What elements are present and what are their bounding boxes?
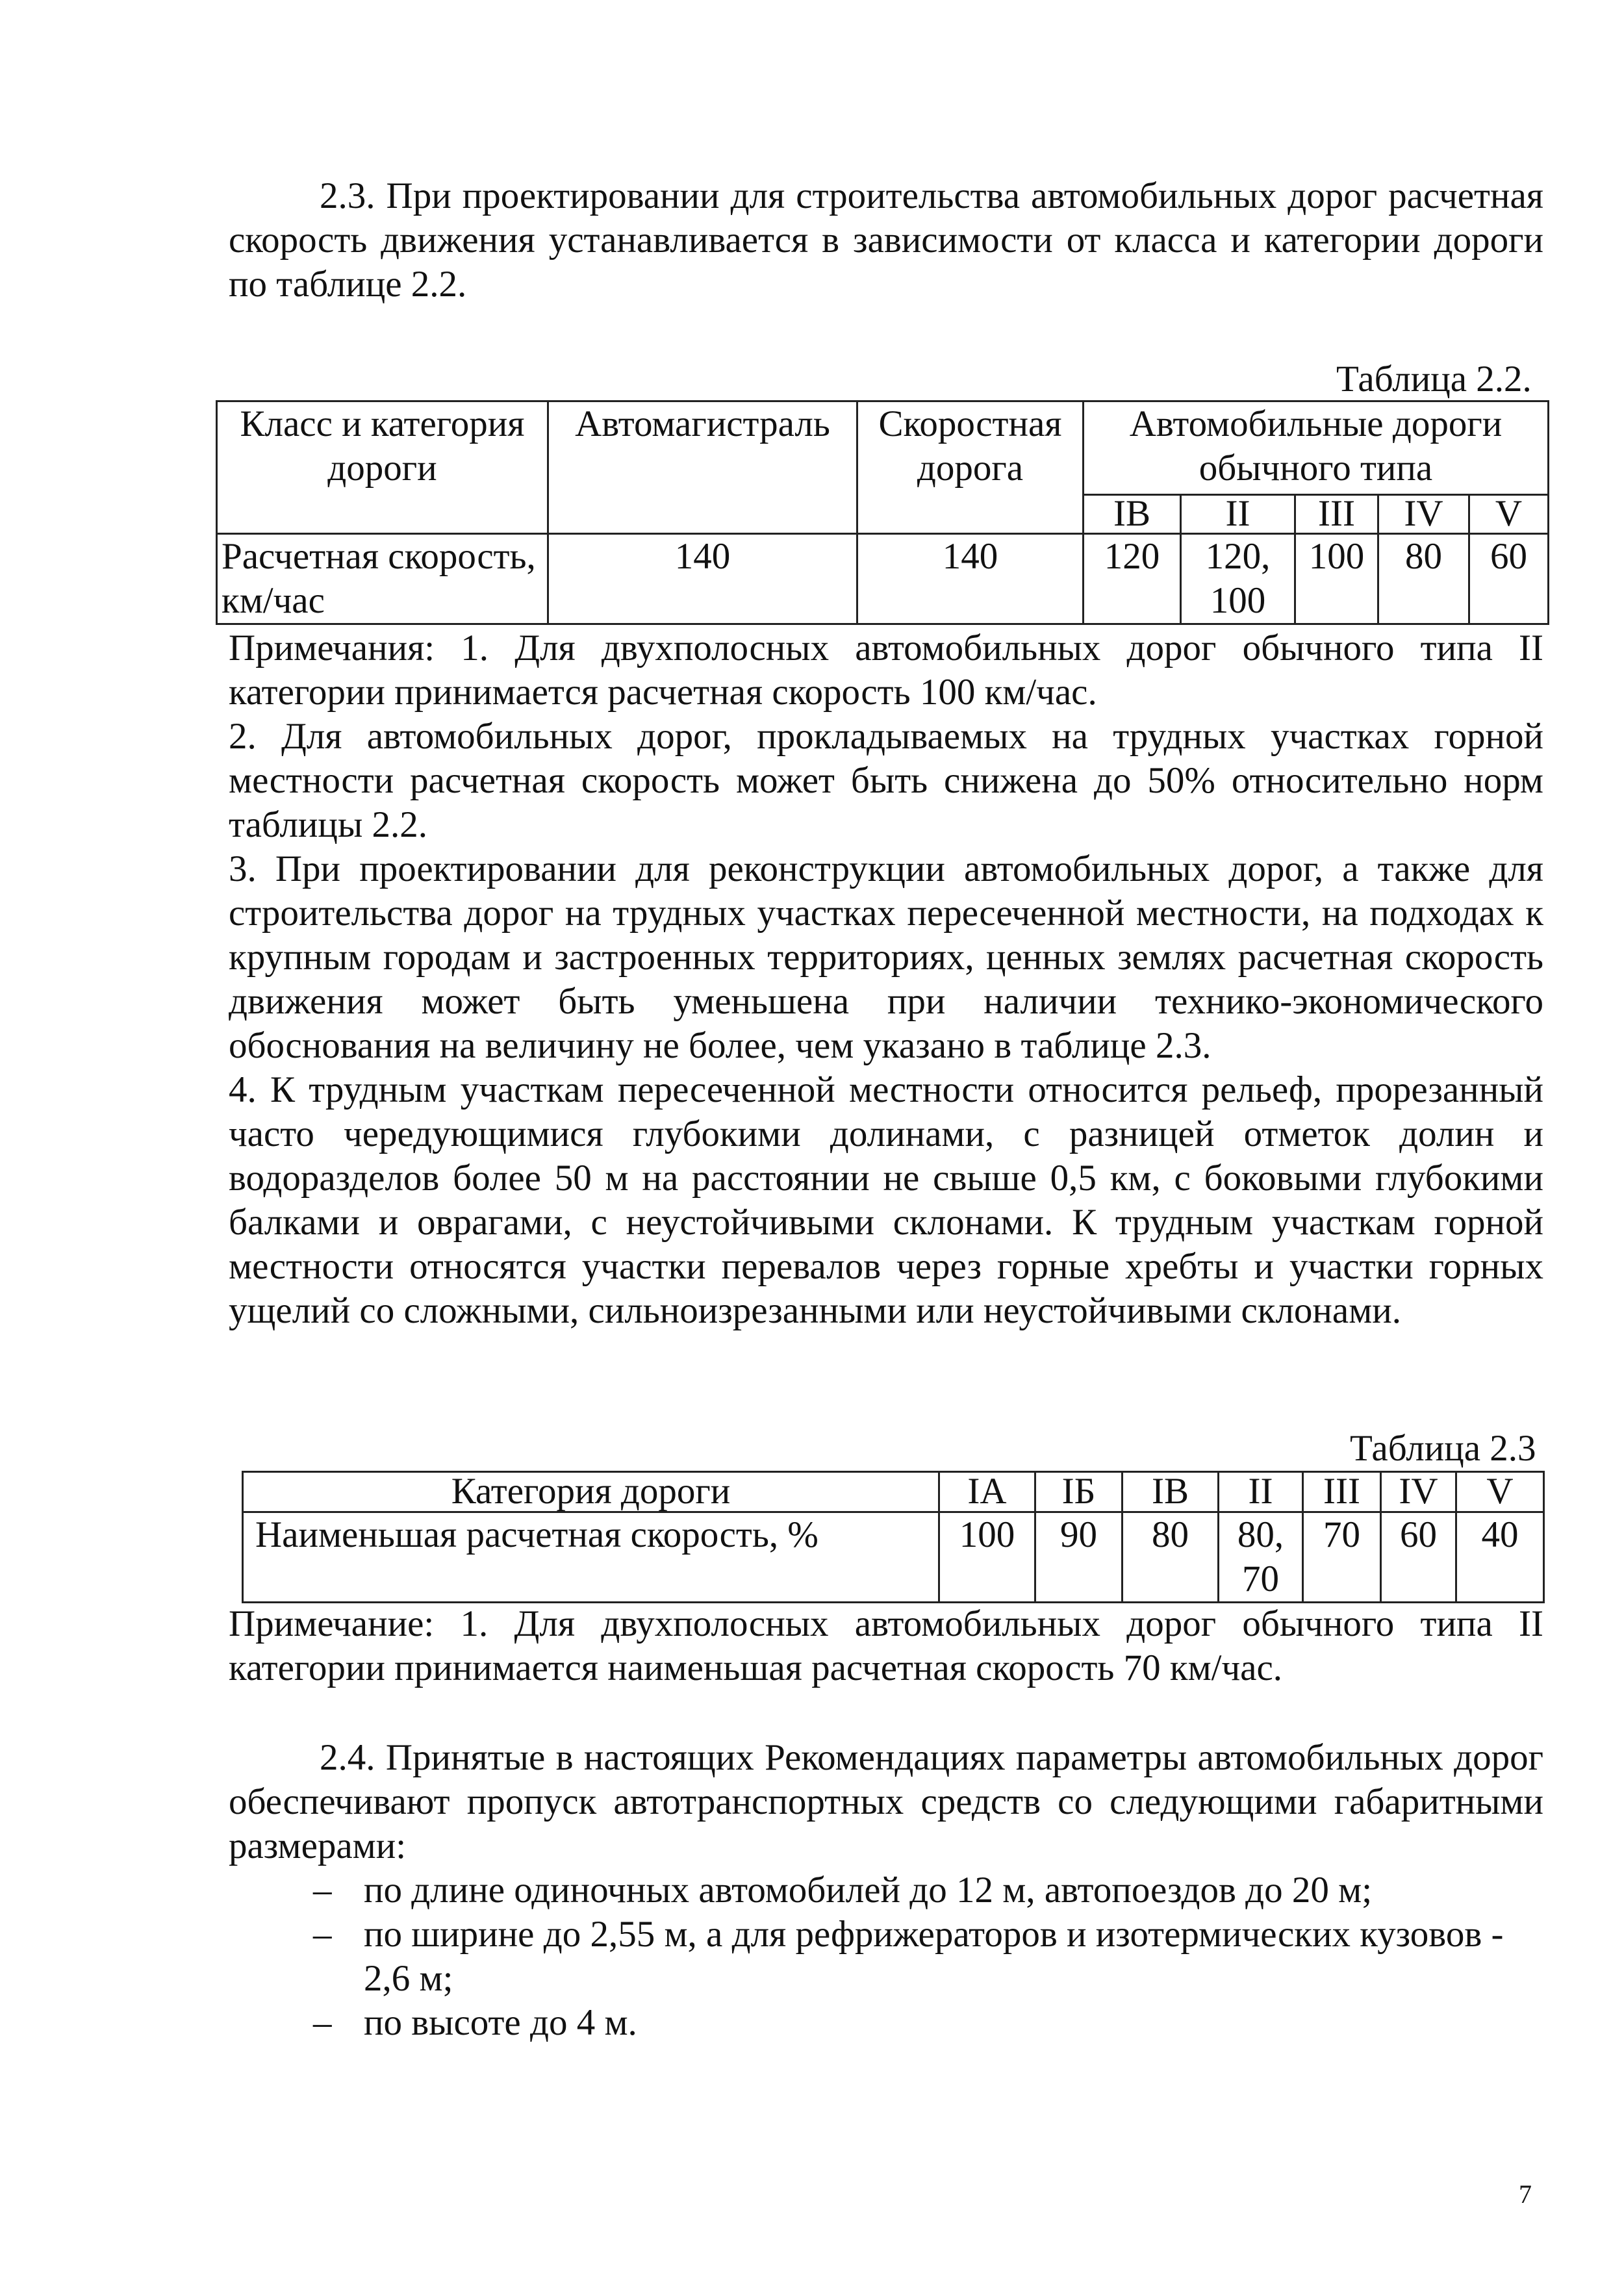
dash-marker: – xyxy=(313,1914,332,1955)
list-item xyxy=(305,1868,1546,1913)
list-item xyxy=(305,2001,1546,2045)
table-2-3-value: 80 xyxy=(1123,1512,1219,1603)
paragraph-2-4: 2.4. Принятые в настоящих Рекомендациях параметры автомобильных дорог обеспечивают пропуск автотранспортных средств со следующими габаритными размерами: xyxy=(229,1737,1543,1866)
list-item xyxy=(305,1913,1546,2001)
table-2-2-cat-ii: II xyxy=(1181,495,1295,534)
table-2-3-value: 100 xyxy=(939,1512,1035,1603)
list-item-text: по длине одиночных автомобилей до 12 м, автопоездов до 20 м; xyxy=(364,1870,1373,1911)
table-2-2-value: 60 xyxy=(1469,534,1549,624)
table-2-3-value: 90 xyxy=(1035,1512,1123,1603)
table-2-2-value: 120, 100 xyxy=(1181,534,1295,624)
table-2-2-caption: Таблица 2.2. xyxy=(1336,359,1532,400)
table-2-2-header-highway: Автомагистраль xyxy=(548,401,857,534)
table-2-2-notes xyxy=(229,626,1543,1333)
table-2-3-cat: III xyxy=(1303,1472,1381,1512)
note-3: 3. При проектировании для реконструкции автомобильных дорог, а также для строительства дорог на трудных участках пересеченной местности, на подходах к крупным городам и застроенных территориях, ценных землях расчетная скорость движения может быть уменьшена при наличии технико-экономического обоснования на величину не более, чем указано в таблице 2.3. xyxy=(229,848,1543,1066)
table-2-3-caption: Таблица 2.3 xyxy=(1350,1428,1536,1469)
dimension-list xyxy=(305,1868,1546,2045)
table-2-3-value: 60 xyxy=(1381,1512,1456,1603)
table-2-2-header-class: Класс и категория дороги xyxy=(217,401,548,534)
paragraph-2-3: 2.3. При проектировании для строительства автомобильных дорог расчетная скорость движения устанавливается в зависимости от класса и категории дороги по таблице 2.2. xyxy=(229,175,1543,305)
page-number: 7 xyxy=(1519,2180,1532,2209)
note-1: Примечания: 1. Для двухполосных автомобильных дорог обычного типа II категории принимается расчетная скорость 100 км/час. xyxy=(229,628,1543,713)
dash-marker: – xyxy=(313,1870,332,1911)
table-2-2-row-label: Расчетная скорость, км/час xyxy=(217,534,548,624)
table-2-3-row-label: Наименьшая расчетная скорость, % xyxy=(243,1512,939,1603)
table-2-2-value: 120 xyxy=(1084,534,1181,624)
table-2-2-value: 140 xyxy=(548,534,857,624)
table-2-2-cat-v: V xyxy=(1469,495,1549,534)
table-2-3-header-label: Категория дороги xyxy=(243,1472,939,1512)
table-2-3-cat: II xyxy=(1219,1472,1303,1512)
table-2-3-note: Примечание: 1. Для двухполосных автомобильных дорог обычного типа II категории принимается наименьшая расчетная скорость 70 км/час. xyxy=(229,1603,1543,1688)
note-4: 4. К трудным участкам пересеченной местности относится рельеф, прорезанный часто чередующимися глубокими долинами, с разницей отметок долин и водоразделов более 50 м на расстоянии не свыше 0,5 км, с боковыми глубокими балками и оврагами, с неустойчивыми склонами. К трудным участкам горной местности относятся участки перевалов через горные хребты и участки горных ущелий со сложными, сильноизрезанными или неустойчивыми склонами. xyxy=(229,1069,1543,1331)
table-2-2 xyxy=(216,400,1549,625)
table-2-2-value: 140 xyxy=(857,534,1084,624)
table-2-3-cat: IВ xyxy=(1123,1472,1219,1512)
table-2-3-cat: V xyxy=(1456,1472,1544,1512)
list-item-text: по высоте до 4 м. xyxy=(364,2002,637,2043)
table-2-2-header-ordinary: Автомобильные дороги обычного типа xyxy=(1084,401,1549,495)
table-2-3-value: 70 xyxy=(1303,1512,1381,1603)
table-2-2-value: 80 xyxy=(1378,534,1469,624)
table-2-2-cat-ib: IВ xyxy=(1084,495,1181,534)
table-2-2-cat-iii: III xyxy=(1295,495,1378,534)
dash-marker: – xyxy=(313,2002,332,2043)
table-2-3-value: 40 xyxy=(1456,1512,1544,1603)
table-2-3-cat: IБ xyxy=(1035,1472,1123,1512)
table-2-2-header-expressway: Скоростная дорога xyxy=(857,401,1084,534)
table-2-3-value: 80, 70 xyxy=(1219,1512,1303,1603)
table-2-3 xyxy=(242,1471,1545,1603)
table-2-3-cat: IV xyxy=(1381,1472,1456,1512)
list-item-text: по ширине до 2,55 м, а для рефрижераторов и изотермических кузовов - 2,6 м; xyxy=(364,1914,1504,1999)
note-2: 2. Для автомобильных дорог, прокладываемых на трудных участках горной местности расчетная скорость может быть снижена до 50% относительно норм таблицы 2.2. xyxy=(229,716,1543,845)
table-2-2-value: 100 xyxy=(1295,534,1378,624)
table-2-3-cat: IА xyxy=(939,1472,1035,1512)
table-2-2-cat-iv: IV xyxy=(1378,495,1469,534)
